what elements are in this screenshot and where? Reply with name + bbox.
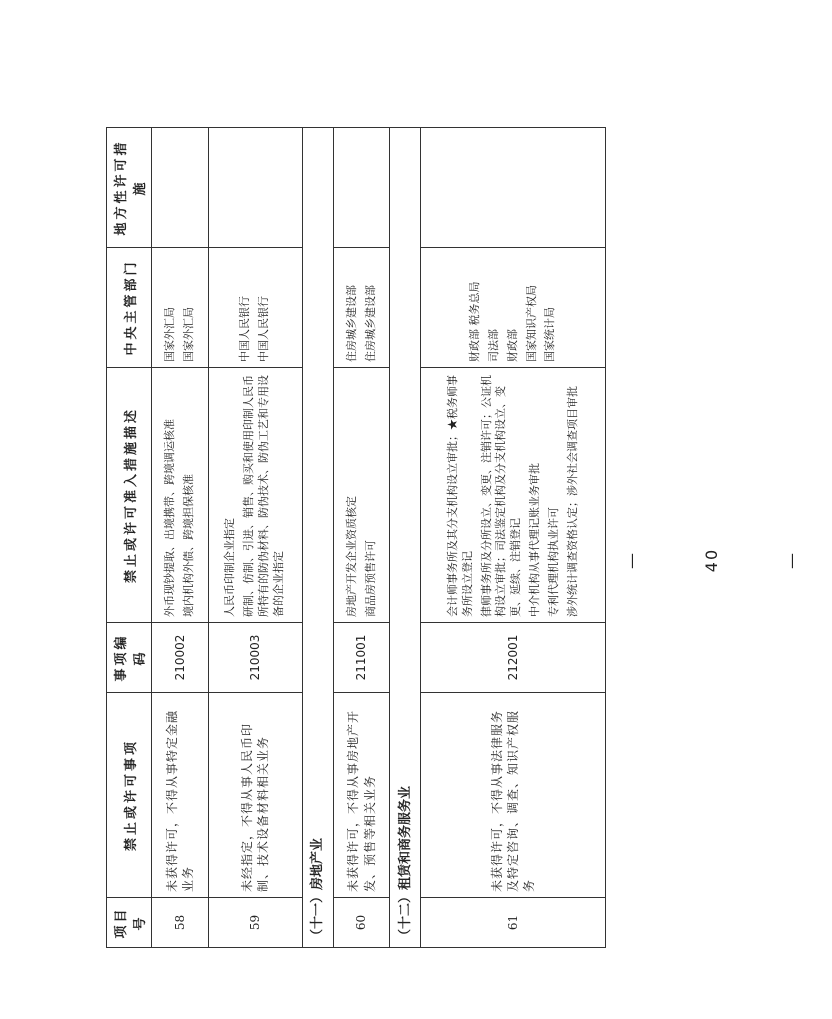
measure-text: 律师事务所及分所设立、变更、注销许可；公证机构设立审批；司法鉴定机构及分支机构设立、变更、延续、注销登记 [479, 375, 523, 617]
header-item: 禁止或许可事项 [107, 693, 152, 898]
row-number: 58 [152, 898, 209, 948]
header-row [107, 128, 152, 948]
table-row [152, 128, 209, 948]
row-depts [152, 248, 209, 368]
table-row [421, 128, 606, 948]
row-local [333, 128, 390, 248]
row-depts [208, 248, 302, 368]
section-title: （十二）租赁和商务服务业 [390, 128, 421, 948]
header-code: 事项编码 [107, 623, 152, 693]
row-item: 未经指定，不得从事人民币印制、技术设备材料相关业务 [208, 693, 302, 898]
measure-text: 境内机构外债、跨境担保核准 [181, 474, 195, 617]
dept-text: 中国人民银行 [257, 296, 271, 362]
row-code: 211001 [333, 623, 390, 693]
header-desc: 禁止或许可准入措施描述 [107, 368, 152, 623]
row-item: 未获得许可，不得从事特定金融业务 [152, 693, 209, 898]
measure-text: 外币现钞提取、出境携带、跨境调运核准 [162, 419, 176, 617]
measure-text: 研制、仿制、引进、销售、购买和使用印制人民币所特有的防伪材料、防伪技术、防伪工艺和专用设备的企业指定 [242, 375, 285, 617]
table-row [333, 128, 390, 948]
dept-text: 国家统计局 [543, 307, 557, 362]
header-dept: 中央主管部门 [107, 248, 152, 368]
row-number: 59 [208, 898, 302, 948]
row-number: 60 [333, 898, 390, 948]
row-local [208, 128, 302, 248]
header-local: 地方性许可措施 [107, 128, 152, 248]
measure-text: 专利代理机构执业许可 [546, 507, 560, 617]
dept-text: 中国人民银行 [238, 296, 252, 362]
dept-text: 财政部 [505, 329, 519, 362]
measure-text: 人民币印制企业指定 [223, 518, 237, 617]
page-number: — 40 — [622, 547, 801, 573]
section-row [302, 128, 333, 948]
section-row [390, 128, 421, 948]
row-measures [421, 368, 606, 623]
measure-text: 会计师事务所及其分支机构设立审批；★税务师事务所设立登记 [445, 375, 474, 617]
permit-table [106, 127, 606, 948]
row-depts [333, 248, 390, 368]
row-item: 未获得许可，不得从事法律服务及特定咨询、调查、知识产权服务 [421, 693, 606, 898]
row-local [421, 128, 606, 248]
table-row [208, 128, 302, 948]
dept-text: 国家知识产权局 [524, 285, 538, 362]
row-item: 未获得许可，不得从事房地产开发、预售等相关业务 [333, 693, 390, 898]
row-code: 210002 [152, 623, 209, 693]
row-measures [208, 368, 302, 623]
rotated-table-wrapper [106, 128, 606, 948]
row-local [152, 128, 209, 248]
dept-text: 财政部 税务总局 [468, 281, 482, 362]
measure-text: 房地产开发企业资质核定 [344, 496, 358, 617]
dept-text: 住房城乡建设部 [363, 285, 377, 362]
dept-text: 司法部 [486, 329, 500, 362]
measure-text: 涉外统计调查资格认定；涉外社会调查项目审批 [565, 386, 579, 617]
row-depts [421, 248, 606, 368]
row-code: 210003 [208, 623, 302, 693]
measure-text: 商品房预售许可 [363, 540, 377, 617]
header-num: 项目号 [107, 898, 152, 948]
dept-text: 国家外汇局 [181, 307, 195, 362]
dept-text: 住房城乡建设部 [344, 285, 358, 362]
row-code: 212001 [421, 623, 606, 693]
measure-text: 中介机构从事代理记账业务审批 [528, 463, 542, 617]
row-number: 61 [421, 898, 606, 948]
section-title: （十一）房地产业 [302, 128, 333, 948]
dept-text: 国家外汇局 [162, 307, 176, 362]
row-measures [333, 368, 390, 623]
row-measures [152, 368, 209, 623]
